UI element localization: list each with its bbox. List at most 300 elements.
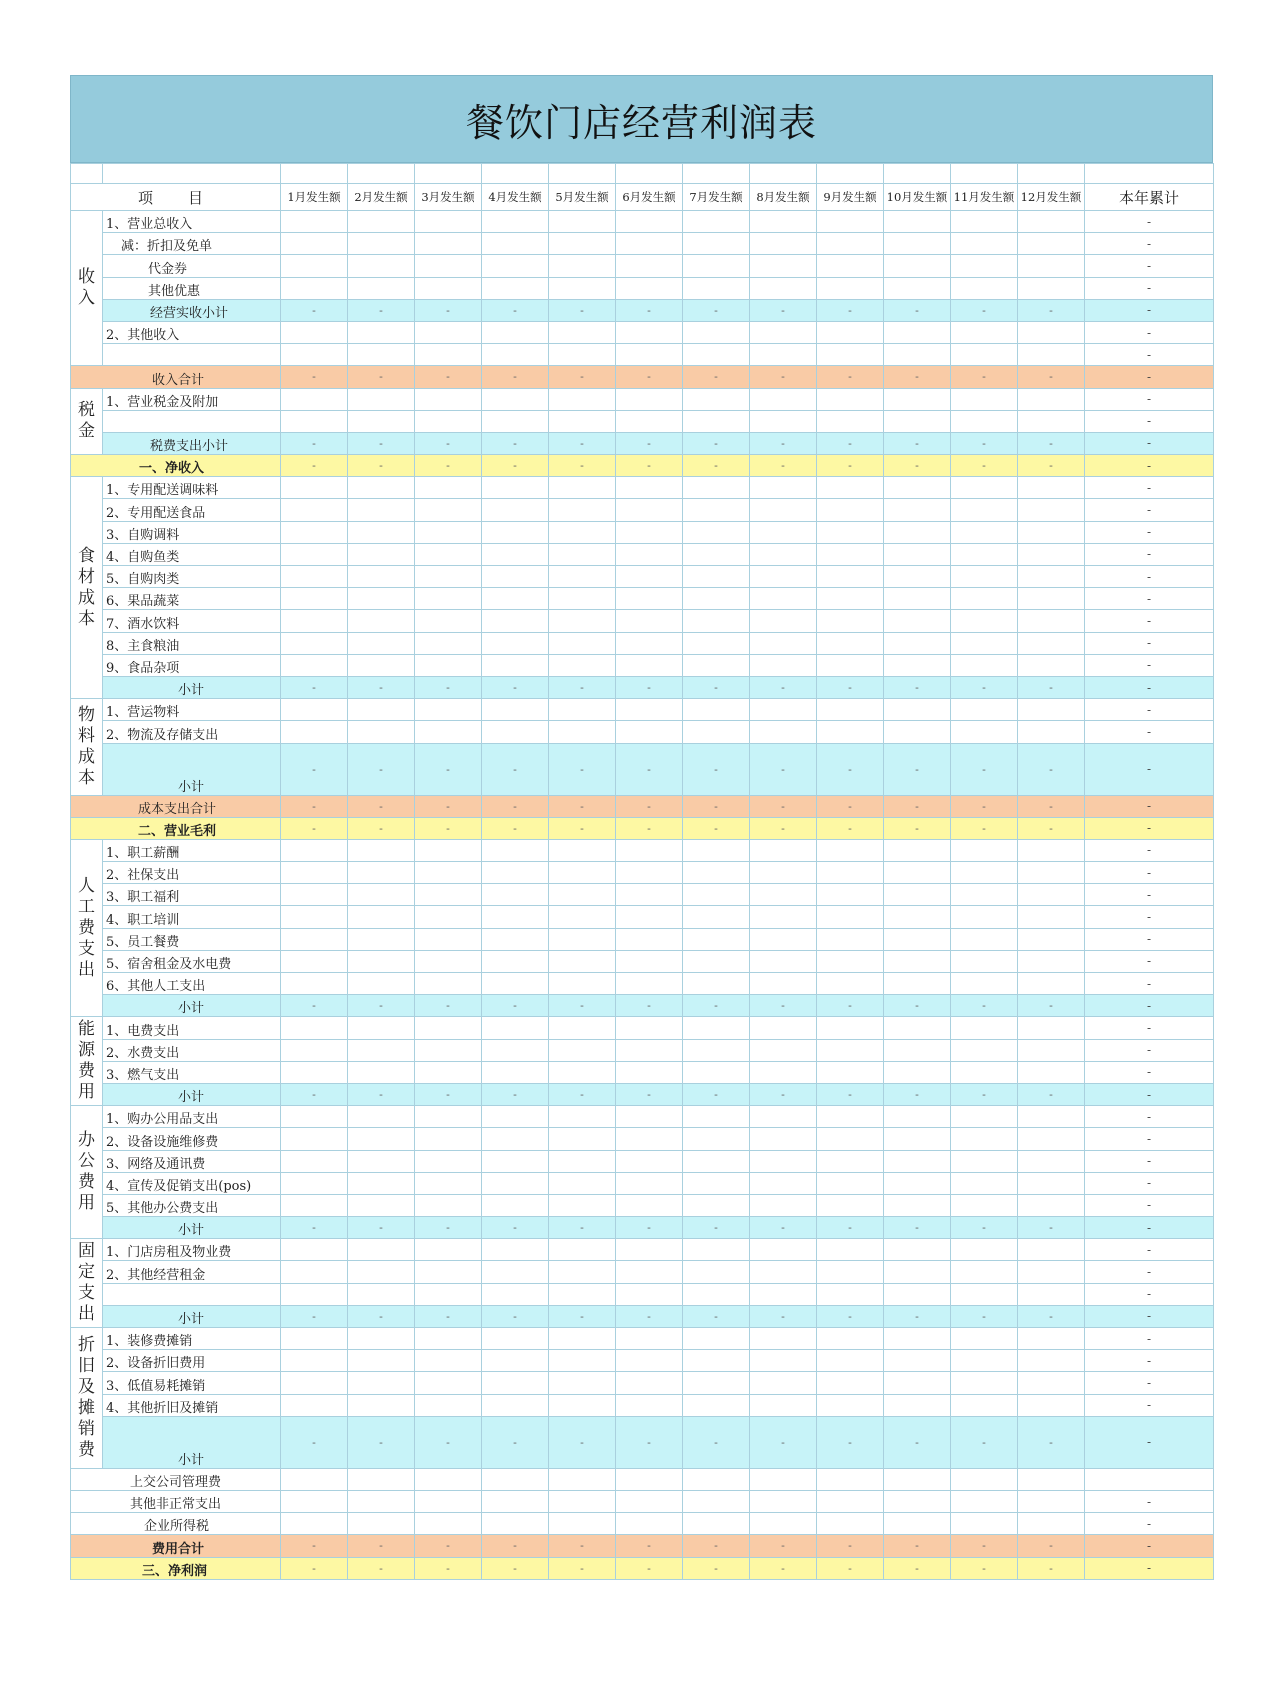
month-value-cell[interactable] (348, 410, 415, 432)
month-value-cell[interactable] (750, 906, 817, 928)
month-value-cell[interactable] (482, 1194, 549, 1216)
month-value-cell[interactable] (281, 1128, 348, 1150)
month-value-cell[interactable] (951, 233, 1018, 255)
year-total-cell[interactable]: - (1085, 1350, 1214, 1372)
month-value-cell[interactable] (951, 632, 1018, 654)
month-value-cell[interactable]: - (951, 1535, 1018, 1557)
month-value-cell[interactable] (616, 1039, 683, 1061)
month-value-cell[interactable] (1018, 1061, 1085, 1083)
month-value-cell[interactable] (817, 950, 884, 972)
month-value-cell[interactable]: - (817, 299, 884, 321)
month-value-cell[interactable]: - (281, 1557, 348, 1579)
month-value-cell[interactable]: - (1018, 455, 1085, 477)
month-value-cell[interactable] (817, 973, 884, 995)
month-value-cell[interactable] (683, 1172, 750, 1194)
year-total-cell[interactable]: - (1085, 211, 1214, 233)
month-value-cell[interactable] (951, 1239, 1018, 1261)
month-value-cell[interactable] (884, 1513, 951, 1535)
month-value-cell[interactable] (951, 1194, 1018, 1216)
month-value-cell[interactable]: - (281, 743, 348, 795)
month-value-cell[interactable]: - (951, 455, 1018, 477)
month-value-cell[interactable] (884, 721, 951, 743)
month-value-cell[interactable] (750, 344, 817, 366)
month-value-cell[interactable] (884, 588, 951, 610)
month-value-cell[interactable] (616, 410, 683, 432)
month-value-cell[interactable] (348, 884, 415, 906)
month-value-cell[interactable] (482, 1372, 549, 1394)
month-value-cell[interactable] (415, 1468, 482, 1490)
month-value-cell[interactable] (549, 862, 616, 884)
year-total-cell[interactable]: - (1085, 588, 1214, 610)
month-value-cell[interactable] (415, 499, 482, 521)
month-value-cell[interactable] (951, 1394, 1018, 1416)
month-value-cell[interactable] (817, 1394, 884, 1416)
year-total-cell[interactable]: - (1085, 884, 1214, 906)
month-value-cell[interactable] (683, 928, 750, 950)
month-value-cell[interactable]: - (884, 299, 951, 321)
month-value-cell[interactable] (750, 1328, 817, 1350)
month-value-cell[interactable] (281, 1106, 348, 1128)
month-value-cell[interactable]: - (616, 455, 683, 477)
month-value-cell[interactable]: - (683, 1535, 750, 1557)
month-value-cell[interactable] (817, 906, 884, 928)
month-value-cell[interactable] (281, 1261, 348, 1283)
month-value-cell[interactable]: - (482, 795, 549, 817)
month-value-cell[interactable]: - (817, 1557, 884, 1579)
month-value-cell[interactable] (415, 344, 482, 366)
month-value-cell[interactable] (1018, 1039, 1085, 1061)
month-value-cell[interactable] (1018, 388, 1085, 410)
month-value-cell[interactable] (482, 1468, 549, 1490)
month-value-cell[interactable]: - (549, 743, 616, 795)
month-value-cell[interactable] (415, 1017, 482, 1039)
month-value-cell[interactable] (817, 388, 884, 410)
month-value-cell[interactable]: - (951, 299, 1018, 321)
month-value-cell[interactable]: - (1018, 1083, 1085, 1105)
month-value-cell[interactable] (1018, 654, 1085, 676)
month-value-cell[interactable] (951, 388, 1018, 410)
month-value-cell[interactable]: - (415, 299, 482, 321)
month-value-cell[interactable] (549, 1172, 616, 1194)
year-total-cell[interactable]: - (1085, 410, 1214, 432)
month-value-cell[interactable]: - (482, 1557, 549, 1579)
month-value-cell[interactable] (683, 1061, 750, 1083)
month-value-cell[interactable] (616, 1172, 683, 1194)
month-value-cell[interactable] (482, 344, 549, 366)
month-value-cell[interactable] (549, 1372, 616, 1394)
month-value-cell[interactable] (415, 906, 482, 928)
year-total-cell[interactable]: - (1085, 1150, 1214, 1172)
month-value-cell[interactable] (817, 321, 884, 343)
month-value-cell[interactable]: - (616, 1083, 683, 1105)
month-value-cell[interactable] (616, 1468, 683, 1490)
month-value-cell[interactable] (415, 388, 482, 410)
month-value-cell[interactable] (482, 839, 549, 861)
month-value-cell[interactable] (281, 588, 348, 610)
month-value-cell[interactable] (549, 950, 616, 972)
month-value-cell[interactable] (1018, 233, 1085, 255)
month-value-cell[interactable] (683, 1468, 750, 1490)
month-value-cell[interactable]: - (415, 676, 482, 698)
month-value-cell[interactable]: - (549, 1535, 616, 1557)
year-total-cell[interactable]: - (1085, 1261, 1214, 1283)
month-value-cell[interactable] (683, 1239, 750, 1261)
month-value-cell[interactable]: - (348, 1557, 415, 1579)
month-value-cell[interactable]: - (616, 995, 683, 1017)
month-value-cell[interactable] (616, 1490, 683, 1512)
month-value-cell[interactable]: - (750, 1305, 817, 1327)
month-value-cell[interactable]: - (281, 1083, 348, 1105)
year-total-cell[interactable]: - (1085, 388, 1214, 410)
month-value-cell[interactable] (415, 543, 482, 565)
year-total-cell[interactable]: - (1085, 477, 1214, 499)
month-value-cell[interactable] (348, 1468, 415, 1490)
month-value-cell[interactable] (817, 1239, 884, 1261)
month-value-cell[interactable] (884, 1239, 951, 1261)
month-value-cell[interactable] (348, 1017, 415, 1039)
month-value-cell[interactable] (348, 839, 415, 861)
month-value-cell[interactable] (482, 1061, 549, 1083)
year-total-cell[interactable]: - (1085, 610, 1214, 632)
month-value-cell[interactable] (348, 211, 415, 233)
month-value-cell[interactable] (683, 884, 750, 906)
month-value-cell[interactable] (1018, 632, 1085, 654)
month-value-cell[interactable] (1018, 884, 1085, 906)
month-value-cell[interactable] (549, 1283, 616, 1305)
month-value-cell[interactable] (1018, 410, 1085, 432)
month-value-cell[interactable]: - (482, 743, 549, 795)
month-value-cell[interactable]: - (415, 817, 482, 839)
month-value-cell[interactable] (683, 1106, 750, 1128)
month-value-cell[interactable] (348, 1394, 415, 1416)
month-value-cell[interactable] (415, 233, 482, 255)
month-value-cell[interactable] (951, 1017, 1018, 1039)
month-value-cell[interactable]: - (817, 995, 884, 1017)
month-value-cell[interactable] (750, 1350, 817, 1372)
month-value-cell[interactable] (1018, 1128, 1085, 1150)
month-value-cell[interactable]: - (683, 1083, 750, 1105)
month-value-cell[interactable]: - (549, 432, 616, 454)
month-value-cell[interactable] (750, 1239, 817, 1261)
month-value-cell[interactable]: - (482, 676, 549, 698)
month-value-cell[interactable]: - (616, 1305, 683, 1327)
month-value-cell[interactable] (616, 1239, 683, 1261)
month-value-cell[interactable] (683, 950, 750, 972)
month-value-cell[interactable] (616, 699, 683, 721)
month-value-cell[interactable] (884, 1128, 951, 1150)
month-value-cell[interactable]: - (281, 455, 348, 477)
year-total-cell[interactable]: - (1085, 1394, 1214, 1416)
year-total-cell[interactable]: - (1085, 277, 1214, 299)
month-value-cell[interactable] (884, 566, 951, 588)
year-total-cell[interactable]: - (1085, 1194, 1214, 1216)
month-value-cell[interactable] (750, 1061, 817, 1083)
month-value-cell[interactable] (415, 632, 482, 654)
month-value-cell[interactable]: - (750, 1083, 817, 1105)
month-value-cell[interactable]: - (348, 299, 415, 321)
month-value-cell[interactable] (683, 321, 750, 343)
year-total-cell[interactable]: - (1085, 1039, 1214, 1061)
month-value-cell[interactable]: - (817, 1535, 884, 1557)
month-value-cell[interactable] (683, 654, 750, 676)
month-value-cell[interactable] (281, 1513, 348, 1535)
month-value-cell[interactable] (415, 721, 482, 743)
month-value-cell[interactable] (951, 344, 1018, 366)
month-value-cell[interactable] (1018, 1261, 1085, 1283)
cell[interactable] (884, 164, 951, 184)
month-value-cell[interactable] (750, 388, 817, 410)
month-value-cell[interactable]: - (348, 1217, 415, 1239)
year-total-cell[interactable]: - (1085, 1017, 1214, 1039)
month-value-cell[interactable] (683, 632, 750, 654)
month-value-cell[interactable] (415, 1261, 482, 1283)
year-total-cell[interactable]: - (1085, 995, 1214, 1017)
month-value-cell[interactable]: - (415, 795, 482, 817)
month-value-cell[interactable]: - (415, 1083, 482, 1105)
month-value-cell[interactable] (348, 862, 415, 884)
year-total-cell[interactable]: - (1085, 1535, 1214, 1557)
month-value-cell[interactable] (348, 255, 415, 277)
month-value-cell[interactable]: - (415, 1305, 482, 1327)
month-value-cell[interactable] (616, 277, 683, 299)
month-value-cell[interactable]: - (951, 1217, 1018, 1239)
year-total-cell[interactable]: - (1085, 950, 1214, 972)
month-value-cell[interactable]: - (549, 1217, 616, 1239)
month-value-cell[interactable] (951, 255, 1018, 277)
month-value-cell[interactable] (348, 233, 415, 255)
month-value-cell[interactable]: - (415, 1217, 482, 1239)
month-value-cell[interactable]: - (884, 1416, 951, 1468)
month-value-cell[interactable] (482, 277, 549, 299)
month-value-cell[interactable] (683, 255, 750, 277)
year-total-cell[interactable]: - (1085, 1172, 1214, 1194)
month-value-cell[interactable] (1018, 521, 1085, 543)
month-value-cell[interactable]: - (884, 1557, 951, 1579)
month-value-cell[interactable] (281, 906, 348, 928)
year-total-cell[interactable]: - (1085, 795, 1214, 817)
month-value-cell[interactable]: - (817, 1083, 884, 1105)
month-value-cell[interactable] (750, 1194, 817, 1216)
month-value-cell[interactable] (549, 388, 616, 410)
month-value-cell[interactable] (482, 477, 549, 499)
month-value-cell[interactable] (482, 233, 549, 255)
year-total-cell[interactable]: - (1085, 233, 1214, 255)
month-value-cell[interactable] (1018, 344, 1085, 366)
month-value-cell[interactable] (616, 233, 683, 255)
month-value-cell[interactable] (348, 277, 415, 299)
month-value-cell[interactable]: - (683, 1305, 750, 1327)
month-value-cell[interactable] (817, 588, 884, 610)
month-value-cell[interactable] (817, 1194, 884, 1216)
month-value-cell[interactable] (683, 233, 750, 255)
month-value-cell[interactable] (750, 973, 817, 995)
month-value-cell[interactable] (951, 521, 1018, 543)
month-value-cell[interactable] (549, 928, 616, 950)
month-value-cell[interactable] (817, 1172, 884, 1194)
month-value-cell[interactable] (616, 1017, 683, 1039)
month-value-cell[interactable]: - (750, 455, 817, 477)
month-value-cell[interactable] (482, 211, 549, 233)
month-value-cell[interactable] (884, 499, 951, 521)
month-value-cell[interactable] (348, 928, 415, 950)
month-value-cell[interactable] (750, 410, 817, 432)
month-value-cell[interactable] (415, 521, 482, 543)
year-total-cell[interactable]: - (1085, 928, 1214, 950)
month-value-cell[interactable] (750, 839, 817, 861)
month-value-cell[interactable] (348, 1261, 415, 1283)
month-value-cell[interactable]: - (1018, 1557, 1085, 1579)
month-value-cell[interactable] (1018, 255, 1085, 277)
month-value-cell[interactable] (1018, 1490, 1085, 1512)
month-value-cell[interactable]: - (415, 1557, 482, 1579)
month-value-cell[interactable] (750, 721, 817, 743)
month-value-cell[interactable]: - (549, 1557, 616, 1579)
month-value-cell[interactable] (750, 1172, 817, 1194)
month-value-cell[interactable] (750, 477, 817, 499)
month-value-cell[interactable] (1018, 499, 1085, 521)
month-value-cell[interactable]: - (482, 1535, 549, 1557)
month-value-cell[interactable] (683, 410, 750, 432)
month-value-cell[interactable] (817, 255, 884, 277)
month-value-cell[interactable] (348, 477, 415, 499)
month-value-cell[interactable] (616, 1513, 683, 1535)
month-value-cell[interactable]: - (750, 743, 817, 795)
month-value-cell[interactable] (482, 543, 549, 565)
month-value-cell[interactable] (951, 543, 1018, 565)
month-value-cell[interactable] (482, 906, 549, 928)
month-value-cell[interactable]: - (616, 1217, 683, 1239)
year-total-cell[interactable]: - (1085, 817, 1214, 839)
month-value-cell[interactable] (817, 1128, 884, 1150)
cell[interactable] (348, 164, 415, 184)
month-value-cell[interactable] (281, 1172, 348, 1194)
cell[interactable] (817, 164, 884, 184)
month-value-cell[interactable] (281, 1039, 348, 1061)
cell[interactable] (750, 164, 817, 184)
year-total-cell[interactable]: - (1085, 455, 1214, 477)
month-value-cell[interactable] (549, 255, 616, 277)
month-value-cell[interactable] (348, 499, 415, 521)
month-value-cell[interactable] (951, 588, 1018, 610)
month-value-cell[interactable] (616, 255, 683, 277)
month-value-cell[interactable] (817, 1372, 884, 1394)
month-value-cell[interactable] (348, 1106, 415, 1128)
month-value-cell[interactable] (884, 1394, 951, 1416)
month-value-cell[interactable] (951, 1061, 1018, 1083)
month-value-cell[interactable] (348, 566, 415, 588)
month-value-cell[interactable] (415, 1194, 482, 1216)
month-value-cell[interactable] (951, 699, 1018, 721)
month-value-cell[interactable] (683, 1328, 750, 1350)
month-value-cell[interactable] (482, 1394, 549, 1416)
month-value-cell[interactable] (817, 1513, 884, 1535)
month-value-cell[interactable] (482, 255, 549, 277)
month-value-cell[interactable] (817, 233, 884, 255)
month-value-cell[interactable] (884, 884, 951, 906)
month-value-cell[interactable] (750, 321, 817, 343)
month-value-cell[interactable] (884, 610, 951, 632)
month-value-cell[interactable] (616, 1350, 683, 1372)
month-value-cell[interactable]: - (884, 817, 951, 839)
month-value-cell[interactable]: - (549, 1083, 616, 1105)
month-value-cell[interactable] (817, 1490, 884, 1512)
month-value-cell[interactable] (482, 721, 549, 743)
month-value-cell[interactable]: - (951, 795, 1018, 817)
month-value-cell[interactable] (482, 928, 549, 950)
month-value-cell[interactable]: - (884, 1305, 951, 1327)
month-value-cell[interactable]: - (482, 1083, 549, 1105)
month-value-cell[interactable]: - (348, 743, 415, 795)
month-value-cell[interactable]: - (750, 995, 817, 1017)
month-value-cell[interactable] (1018, 566, 1085, 588)
month-value-cell[interactable] (1018, 1513, 1085, 1535)
month-value-cell[interactable]: - (549, 676, 616, 698)
year-total-cell[interactable]: - (1085, 432, 1214, 454)
month-value-cell[interactable] (549, 233, 616, 255)
month-value-cell[interactable] (482, 388, 549, 410)
month-value-cell[interactable] (884, 255, 951, 277)
month-value-cell[interactable] (683, 521, 750, 543)
month-value-cell[interactable]: - (281, 1416, 348, 1468)
month-value-cell[interactable] (482, 610, 549, 632)
year-total-cell[interactable]: - (1085, 632, 1214, 654)
month-value-cell[interactable] (482, 566, 549, 588)
month-value-cell[interactable] (750, 521, 817, 543)
month-value-cell[interactable] (348, 1128, 415, 1150)
month-value-cell[interactable] (884, 1194, 951, 1216)
month-value-cell[interactable] (884, 1017, 951, 1039)
month-value-cell[interactable] (951, 1039, 1018, 1061)
cell[interactable] (951, 164, 1018, 184)
month-value-cell[interactable]: - (1018, 1305, 1085, 1327)
year-total-cell[interactable]: - (1085, 1513, 1214, 1535)
month-value-cell[interactable]: - (1018, 1217, 1085, 1239)
month-value-cell[interactable] (482, 884, 549, 906)
month-value-cell[interactable] (549, 632, 616, 654)
month-value-cell[interactable]: - (549, 455, 616, 477)
month-value-cell[interactable] (482, 1490, 549, 1512)
month-value-cell[interactable]: - (281, 1305, 348, 1327)
month-value-cell[interactable] (415, 1513, 482, 1535)
month-value-cell[interactable] (616, 388, 683, 410)
year-total-cell[interactable]: - (1085, 1557, 1214, 1579)
month-value-cell[interactable] (616, 344, 683, 366)
month-value-cell[interactable] (750, 233, 817, 255)
month-value-cell[interactable] (616, 950, 683, 972)
year-total-cell[interactable]: - (1085, 654, 1214, 676)
month-value-cell[interactable] (415, 566, 482, 588)
month-value-cell[interactable] (1018, 588, 1085, 610)
month-value-cell[interactable] (549, 499, 616, 521)
month-value-cell[interactable] (1018, 1172, 1085, 1194)
month-value-cell[interactable] (951, 410, 1018, 432)
month-value-cell[interactable] (616, 906, 683, 928)
month-value-cell[interactable]: - (281, 1217, 348, 1239)
month-value-cell[interactable] (348, 1283, 415, 1305)
month-value-cell[interactable] (549, 211, 616, 233)
month-value-cell[interactable] (281, 388, 348, 410)
month-value-cell[interactable] (415, 321, 482, 343)
month-value-cell[interactable] (616, 1150, 683, 1172)
month-value-cell[interactable] (549, 1039, 616, 1061)
month-value-cell[interactable]: - (348, 795, 415, 817)
month-value-cell[interactable] (482, 321, 549, 343)
month-value-cell[interactable]: - (951, 817, 1018, 839)
month-value-cell[interactable]: - (415, 1535, 482, 1557)
month-value-cell[interactable] (884, 1372, 951, 1394)
month-value-cell[interactable] (348, 632, 415, 654)
month-value-cell[interactable] (348, 344, 415, 366)
